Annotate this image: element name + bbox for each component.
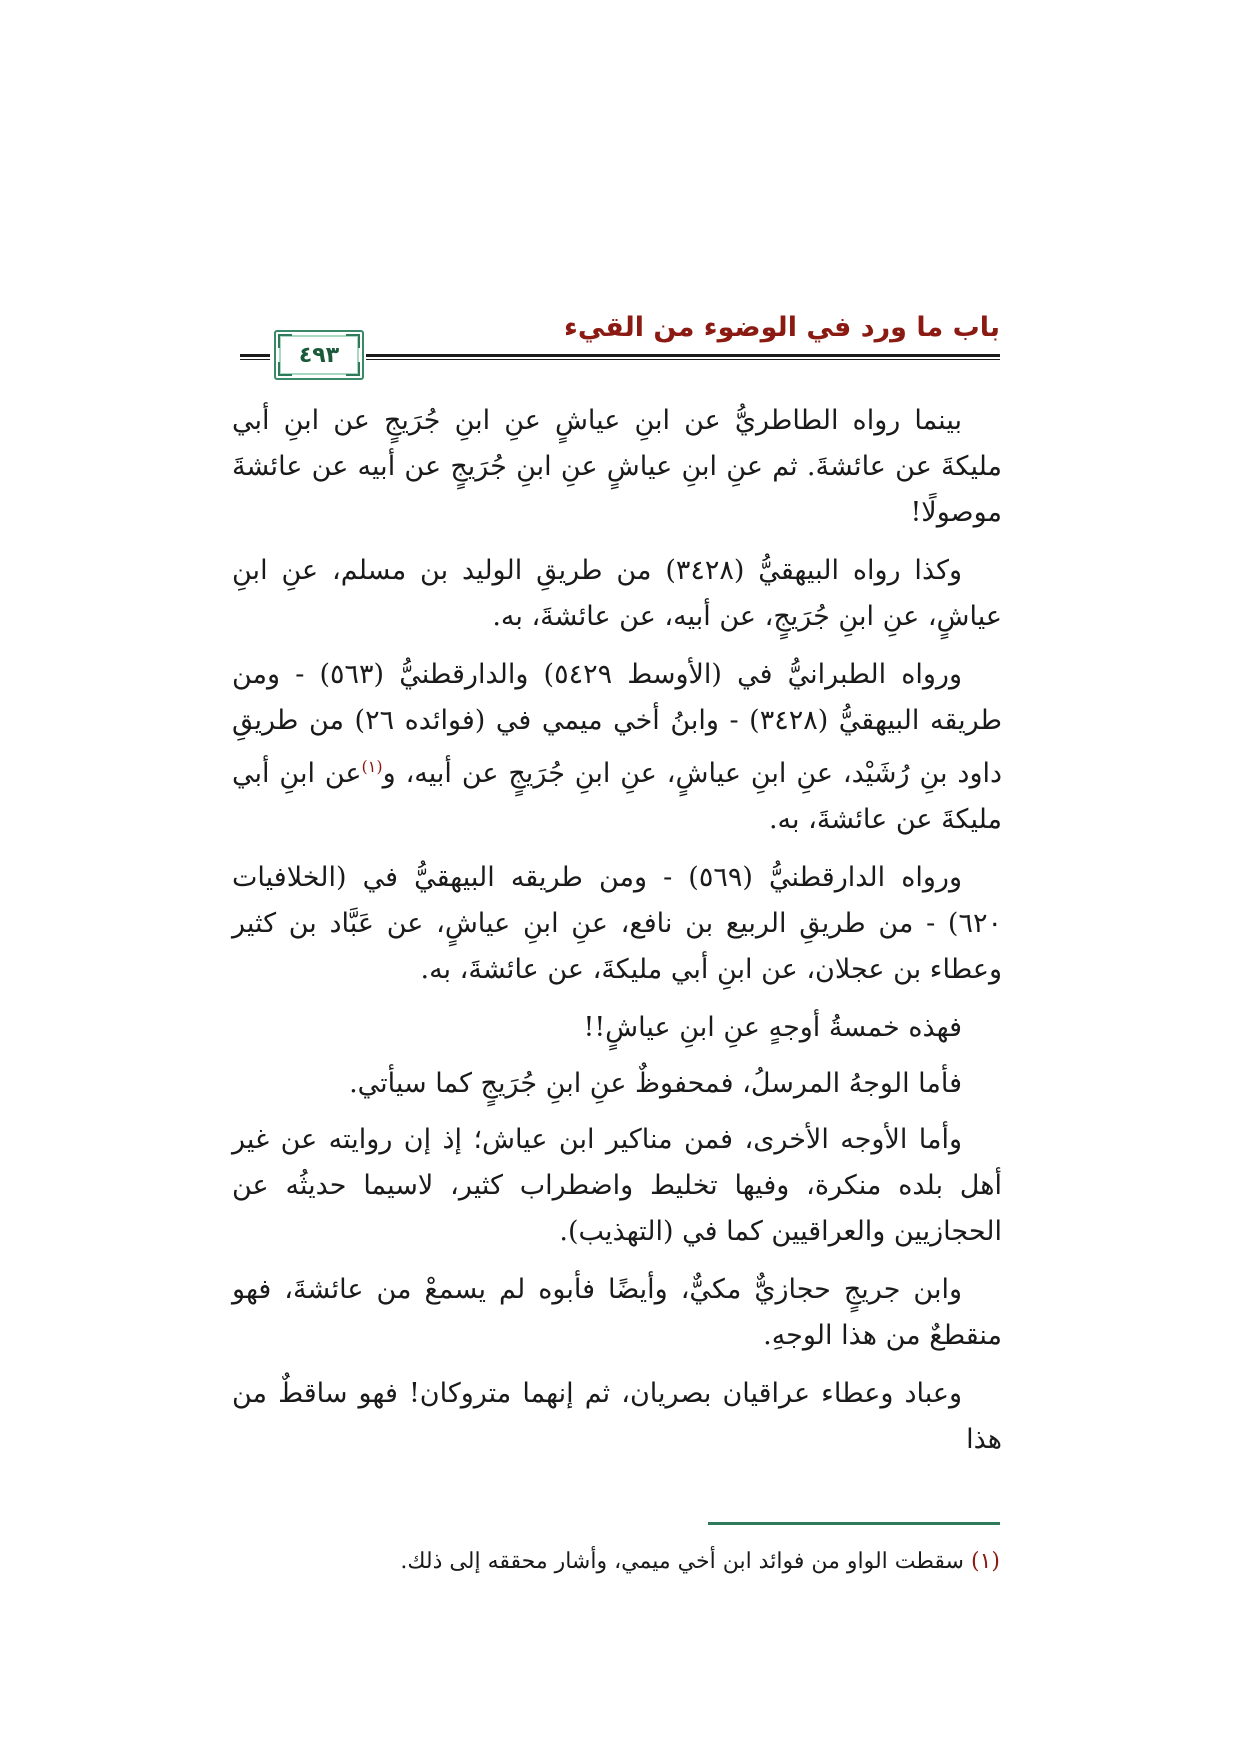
header-rule-left (240, 354, 270, 360)
page-number: ٤٩٣ (298, 342, 340, 368)
ornament-corner (278, 334, 292, 348)
paragraph: فهذه خمسةُ أوجهٍ عنِ ابنِ عياشٍ!! (583, 1012, 962, 1043)
footnote-text: سقطت الواو من فوائد ابن أخي ميمي، وأشار محققه إلى ذلك. (400, 1549, 964, 1574)
ornament-corner (346, 362, 360, 376)
chapter-title: باب ما ورد في الوضوء من القيء (564, 312, 1000, 343)
ornament-corner (278, 362, 292, 376)
page-number-badge (274, 330, 364, 380)
main-text (232, 398, 1002, 1475)
paragraph-text: عن ابنِ أبي مليكةَ عن عائشةَ، به. (232, 758, 1002, 835)
paragraph: ورواه الدارقطنيُّ (٥٦٩) - ومن طريقه البيهقيُّ في (الخلافيات ٦٢٠) - من طريقِ الربيع بن نافع، عنِ ابنِ عياشٍ، عن عَبَّاد بن كثير وعطاء بن عجلان، عن ابنِ أبي مليكةَ، عن عائشةَ، به. (232, 862, 1002, 985)
header-rule (366, 354, 1000, 360)
paragraph: بينما رواه الطاطريُّ عن ابنِ عياشٍ عنِ ابنِ جُرَيجٍ عن ابنِ أبي مليكةَ عن عائشةَ. ثم عنِ ابنِ عياشٍ عنِ ابنِ جُرَيجٍ عن أبيه عن عائشةَ موصولًا! (232, 405, 1002, 528)
paragraph: وعباد وعطاء عراقيان بصريان، ثم إنهما متروكان! فهو ساقطٌ من هذا (232, 1378, 1002, 1455)
paragraph: فأما الوجهُ المرسلُ، فمحفوظٌ عنِ ابنِ جُرَيجٍ كما سيأتي. (349, 1068, 962, 1099)
footnote (240, 1544, 1000, 1580)
paragraph: وكذا رواه البيهقيُّ (٣٤٢٨) من طريقِ الوليد بن مسلم، عنِ ابنِ عياشٍ، عنِ ابنِ جُرَيجٍ، عن أبيه، عن عائشةَ، به. (232, 555, 1002, 632)
paragraph: وابن جريجٍ حجازيٌّ مكيٌّ، وأيضًا فأبوه لم يسمعْ من عائشةَ، فهو منقطعٌ من هذا الوجهِ. (232, 1274, 1002, 1351)
paragraph: وأما الأوجه الأخرى، فمن مناكير ابن عياش؛ إذ إن روايته عن غير أهل بلده منكرة، وفيها تخليط واضطراب كثير، لاسيما حديثُه عن الحجازيين والعراقيين كما في (التهذيب). (232, 1124, 1002, 1247)
footnote-reference[interactable]: (١) (361, 757, 383, 776)
paragraph (232, 652, 1002, 843)
ornament-corner (346, 334, 360, 348)
footnote-marker: (١) (970, 1549, 1000, 1574)
footnote-separator (708, 1522, 1000, 1525)
paragraph-text: ورواه الطبرانيُّ في (الأوسط ٥٤٢٩) والدارقطنيُّ (٥٦٣) - ومن طريقه البيهقيُّ (٣٤٢٨) - وابنُ أخي ميمي في (فوائده ٢٦) من طريقِ داود بنِ رُشَيْد، عنِ ابنِ عياشٍ، عنِ ابنِ جُرَيجٍ عن أبيه، و (232, 659, 1003, 789)
